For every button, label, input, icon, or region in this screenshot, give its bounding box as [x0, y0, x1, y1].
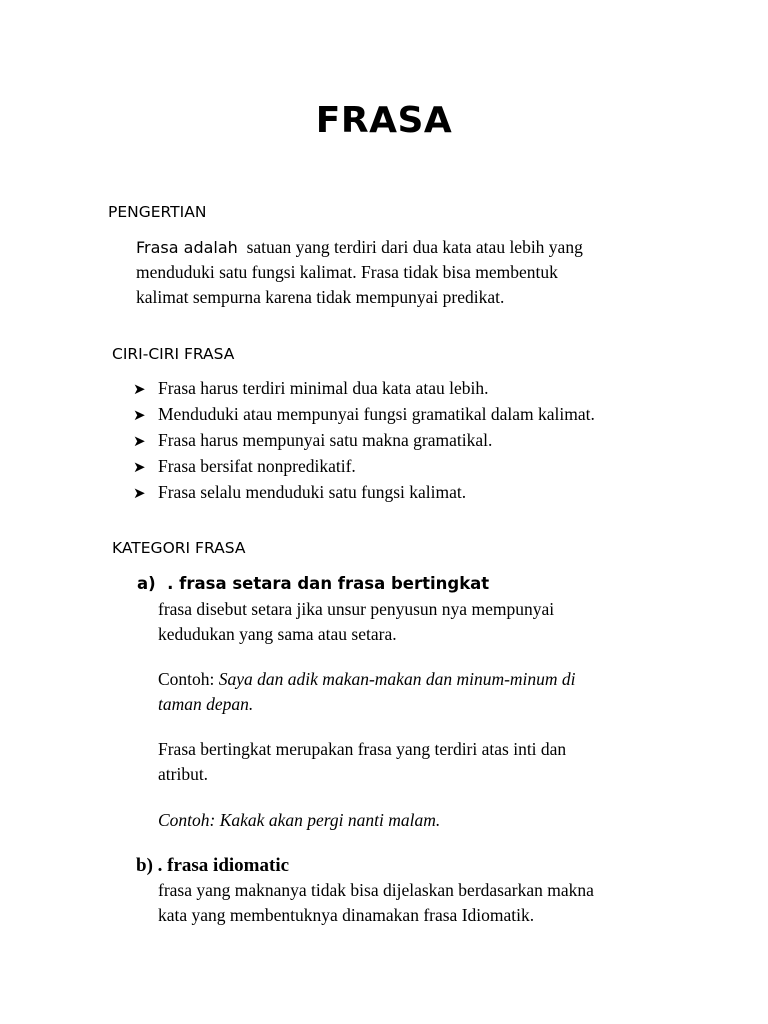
- kategori-b-line-1: frasa yang maknanya tidak bisa dijelaskan berdasarkan makna: [158, 880, 594, 900]
- arrow-bullet-icon: ➤: [133, 484, 146, 502]
- kategori-a-line-2: kedudukan yang sama atau setara.: [158, 624, 397, 644]
- bertingkat-line-1: Frasa bertingkat merupakan frasa yang terdiri atas inti dan: [158, 739, 567, 759]
- list-item-text: Menduduki atau mempunyai fungsi gramatikal dalam kalimat.: [158, 404, 595, 424]
- kategori-b-heading: b) . frasa idiomatic: [136, 855, 290, 876]
- contoh-1-label: Contoh:: [158, 669, 219, 689]
- list-item-text: Frasa harus mempunyai satu makna gramatikal.: [158, 430, 493, 450]
- kategori-a-contoh-1: [158, 667, 576, 717]
- ciri-list: [133, 376, 595, 506]
- arrow-bullet-icon: ➤: [133, 406, 146, 424]
- ciri-heading: CIRI-CIRI FRASA: [112, 345, 235, 363]
- list-item: [133, 480, 595, 506]
- list-item-text: Frasa bersifat nonpredikatif.: [158, 456, 356, 476]
- kategori-b-definition: [158, 878, 594, 928]
- contoh-1-line-2: taman depan.: [158, 694, 254, 714]
- list-item: [133, 454, 595, 480]
- kategori-b-line-2: kata yang membentuknya dinamakan frasa Idiomatik.: [158, 905, 535, 925]
- pengertian-lead: Frasa adalah: [136, 238, 238, 257]
- arrow-bullet-icon: ➤: [133, 458, 146, 476]
- contoh-1-text: Saya dan adik makan-makan dan minum-minum di: [218, 669, 576, 689]
- list-item-text: Frasa harus terdiri minimal dua kata atau lebih.: [158, 378, 489, 398]
- contoh-1-line-1: [158, 667, 576, 692]
- kategori-a-heading: a) . frasa setara dan frasa bertingkat: [137, 574, 490, 593]
- pengertian-line-1-rest: satuan yang terdiri dari dua kata atau lebih yang: [237, 237, 583, 257]
- list-item-text: Frasa selalu menduduki satu fungsi kalimat.: [158, 482, 467, 502]
- pengertian-line-1: [136, 235, 583, 260]
- arrow-bullet-icon: ➤: [133, 380, 146, 398]
- list-item: [133, 402, 595, 428]
- bertingkat-line-2: atribut.: [158, 764, 209, 784]
- list-item: [133, 376, 595, 402]
- pengertian-paragraph: [136, 235, 583, 310]
- kategori-heading: KATEGORI FRASA: [112, 539, 246, 557]
- pengertian-heading: PENGERTIAN: [108, 203, 207, 221]
- page-title: FRASA: [315, 100, 453, 141]
- arrow-bullet-icon: ➤: [133, 432, 146, 450]
- pengertian-line-3: kalimat sempurna karena tidak mempunyai predikat.: [136, 287, 505, 307]
- pengertian-line-2: menduduki satu fungsi kalimat. Frasa tidak bisa membentuk: [136, 262, 558, 282]
- kategori-a-definition: [158, 597, 554, 647]
- kategori-a-line-1: frasa disebut setara jika unsur penyusun nya mempunyai: [158, 599, 555, 619]
- kategori-a-contoh-2: Contoh: Kakak akan pergi nanti malam.: [158, 810, 441, 830]
- kategori-a-bertingkat: [158, 737, 566, 787]
- list-item: [133, 428, 595, 454]
